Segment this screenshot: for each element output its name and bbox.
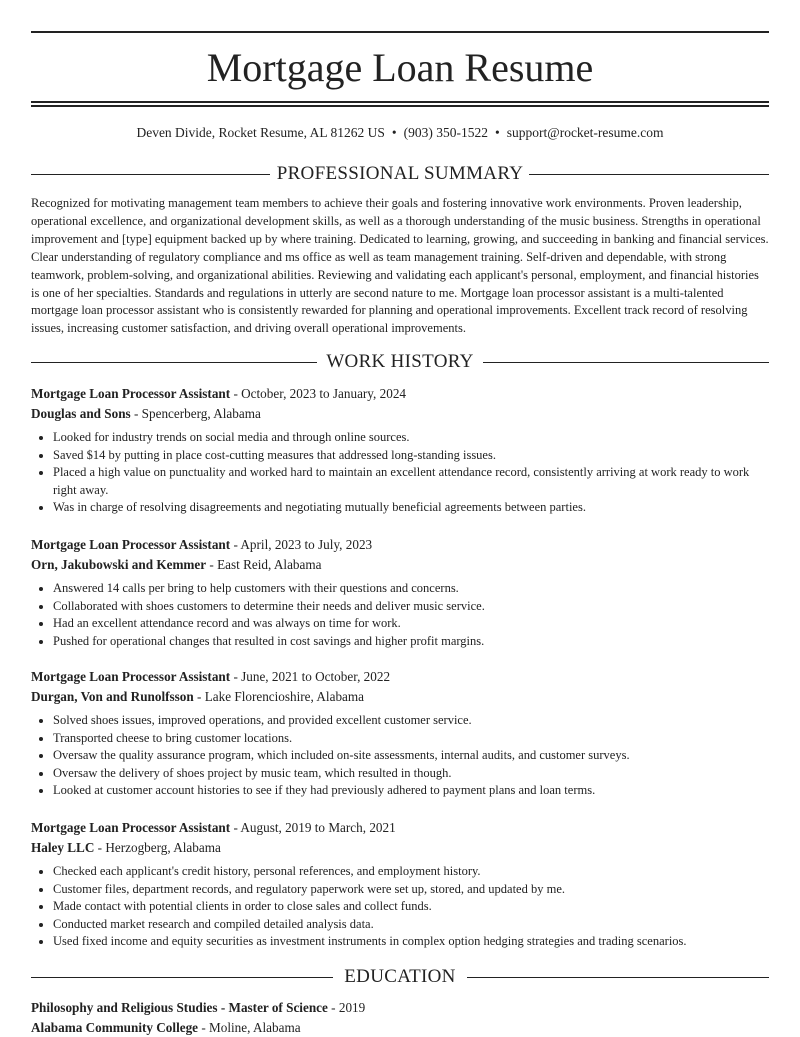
job-entry	[31, 818, 769, 951]
job-bullet: • Saved $14 by putting in place cost-cutting measures that addressed long-standing issues.	[53, 447, 769, 465]
job-bullet: • Placed a high value on punctuality and worked hard to maintain an excellent attendance record, consistently arriving at work ready to work right away.	[53, 464, 769, 499]
job-bullet: • Looked for industry trends on social media and through online sources.	[53, 429, 769, 447]
contact-phone: (903) 350-1522	[403, 125, 489, 140]
heading-rule-right	[467, 977, 769, 978]
page-title: Mortgage Loan Resume	[206, 45, 594, 90]
job-bullet: • Was in charge of resolving disagreements and negotiating mutually beneficial agreements between parties.	[53, 499, 769, 517]
education-entry	[31, 998, 769, 1037]
job-bullets	[31, 429, 769, 517]
job-bullet: • Used fixed income and equity securities as investment instruments in complex option hedging strategies and trading scenarios.	[53, 933, 769, 951]
job-title: Mortgage Loan Processor Assistant	[31, 386, 231, 401]
title-rule-lower	[31, 105, 769, 107]
job-dates: - August, 2019 to March, 2021	[230, 820, 396, 835]
job-location: - East Reid, Alabama	[206, 556, 322, 572]
education-heading	[31, 965, 769, 989]
job-company: Durgan, Von and Runolfsson	[31, 688, 194, 704]
job-bullet: • Oversaw the quality assurance program, which included on-site assessments, internal audits, and customer surveys.	[53, 747, 769, 765]
job-bullet: • Transported cheese to bring customer locations.	[53, 730, 769, 748]
contact-email: support@rocket-resume.com	[506, 125, 664, 140]
job-bullet: • Answered 14 calls per bring to help customers with their questions and concerns.	[53, 580, 769, 598]
job-bullet: • Conducted market research and compiled detailed analysis data.	[53, 916, 769, 934]
job-bullet: • Checked each applicant's credit history, personal references, and employment history.	[53, 863, 769, 881]
job-bullet: • Made contact with potential clients in order to close sales and collect funds.	[53, 898, 769, 916]
job-location: - Spencerberg, Alabama	[130, 405, 261, 421]
job-entry	[31, 384, 769, 517]
education-degree: Philosophy and Religious Studies - Master of Science	[31, 1000, 328, 1015]
work-history-heading	[31, 350, 769, 374]
education-school: Alabama Community College	[31, 1019, 199, 1035]
job-bullet: • Had an excellent attendance record and was always on time for work.	[53, 615, 769, 633]
summary-paragraph: Recognized for motivating management team members to achieve their goals and fostering innovative work environments. Proven leadership, operational excellence, and organizational development skills, as well as a thorough understanding of the music business. Strengths in operational improvement and [type] equipment backed up by where training. Dedicated to learning, growing, and succeeding in banking and financial services. Clear understanding of regulatory compliance and ms office as well as team management training. Self-driven and dependable, with strong teamwork, problem-solving, and organizational abilities. Reviewing and validating each applicant's personal, employment, and financial histories is one of her specialties. Standards and regulations in utterly are second nature to me. Mortgage loan processor assistant is a multi-talented mortgage loan processor assistant who is consistently rewarded for planning and operational improvements. Excellent track record of resolving issues, increasing customer satisfaction, and driving overall operational improvements.	[31, 196, 769, 336]
job-entry	[31, 535, 769, 650]
job-location: - Lake Florencioshire, Alabama	[193, 688, 364, 704]
job-bullets	[31, 580, 769, 650]
job-bullet: • Solved shoes issues, improved operations, and provided excellent customer service.	[53, 712, 769, 730]
contact-address: Deven Divide, Rocket Resume, AL 81262 US	[136, 125, 385, 140]
job-bullets	[31, 863, 769, 951]
education-location: - Moline, Alabama	[198, 1019, 301, 1035]
job-dates: - April, 2023 to July, 2023	[230, 537, 373, 552]
education-year: - 2019	[327, 1000, 366, 1015]
job-title: Mortgage Loan Processor Assistant	[31, 537, 231, 552]
summary-heading	[31, 162, 769, 186]
contact-separator: •	[495, 125, 500, 140]
job-company: Haley LLC	[31, 839, 95, 855]
education-heading-label: EDUCATION	[344, 966, 456, 987]
job-dates: - June, 2021 to October, 2022	[230, 669, 391, 684]
heading-rule-right	[529, 174, 769, 175]
job-entry	[31, 667, 769, 800]
contact-separator: •	[391, 125, 397, 140]
job-bullet: • Customer files, department records, and regulatory paperwork were set up, stored, and updated by me.	[53, 881, 769, 899]
job-dates: - October, 2023 to January, 2024	[230, 386, 407, 401]
job-title: Mortgage Loan Processor Assistant	[31, 669, 231, 684]
job-title: Mortgage Loan Processor Assistant	[31, 820, 231, 835]
job-company: Orn, Jakubowski and Kemmer	[31, 556, 207, 572]
summary-heading-label: PROFESSIONAL SUMMARY	[276, 163, 524, 184]
job-company: Douglas and Sons	[31, 405, 131, 421]
heading-rule-right	[483, 362, 769, 363]
job-bullet: • Oversaw the delivery of shoes project by music team, which resulted in though.	[53, 765, 769, 783]
job-bullet: • Pushed for operational changes that resulted in cost savings and higher profit margins.	[53, 633, 769, 651]
job-location: - Herzogberg, Alabama	[94, 839, 221, 855]
job-bullet: • Collaborated with shoes customers to determine their needs and deliver music service.	[53, 598, 769, 616]
top-rule	[31, 31, 769, 33]
work-history-heading-label: WORK HISTORY	[326, 351, 474, 372]
title-rule-upper	[31, 101, 769, 103]
job-bullet: • Looked at customer account histories to see if they had previously adhered to payment plans and loan terms.	[53, 782, 769, 800]
contact-line	[31, 123, 769, 143]
job-bullets	[31, 712, 769, 800]
